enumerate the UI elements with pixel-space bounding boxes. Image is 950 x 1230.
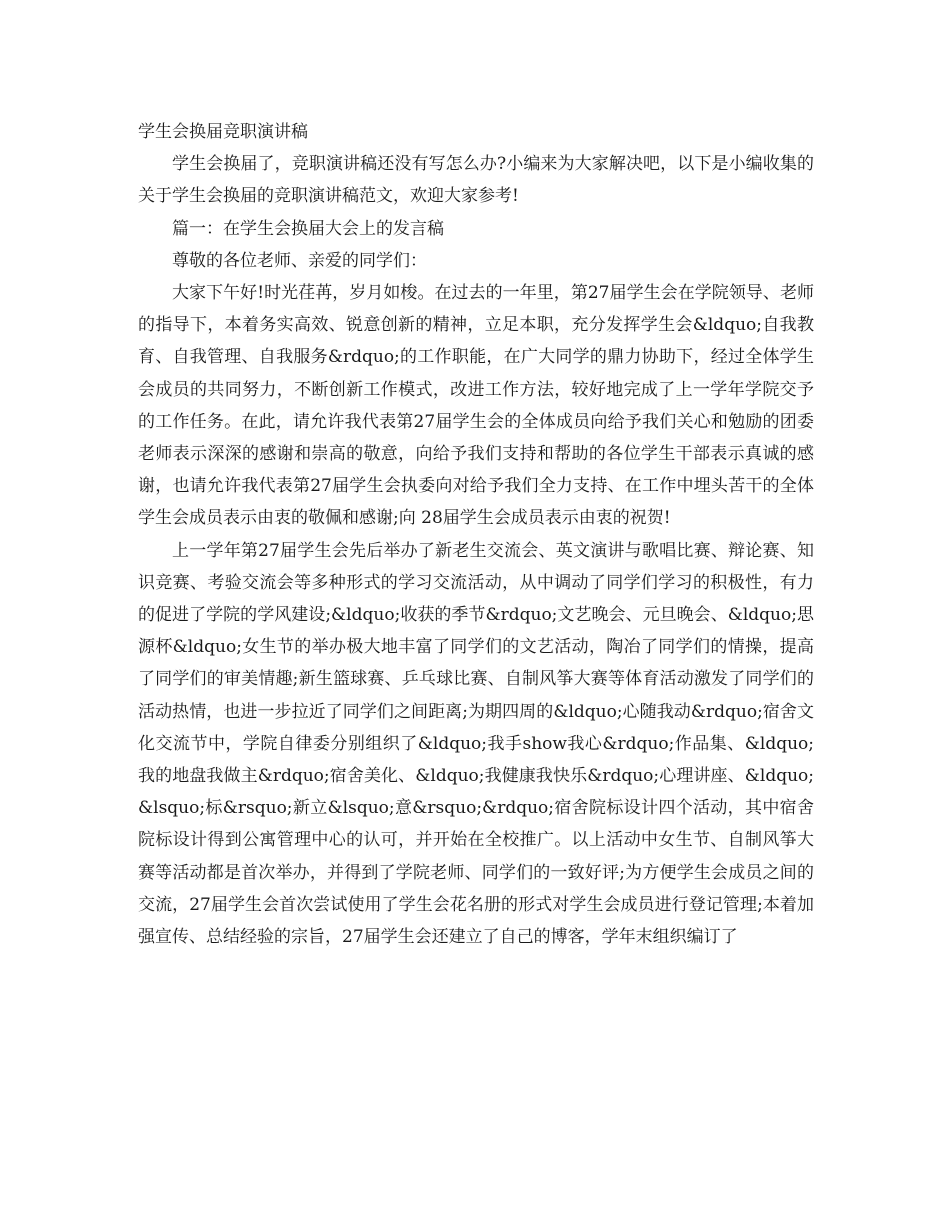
document-body [138, 116, 814, 953]
document-title: 学生会换届竞职演讲稿 [138, 122, 308, 142]
salutation-paragraph: 尊敬的各位老师、亲爱的同学们： [172, 250, 427, 271]
body-paragraph: 大家下午好!时光荏苒，岁月如梭。在过去的一年里，第27届学生会在学院领导、老师的指导下，本着务实高效、锐意创新的精神，立足本职，充分发挥学生会&ldquo;自我教育、自我管理、自我服务&rdquo;的工作职能，在广大同学的鼎力协助下，经过全体学生会成员的共同努力，不断创新工作模式，改进工作方法，较好地完成了上一学年学院交予的工作任务。在此，请允许我代表第27届学生会的全体成员向给予我们关心和勉励的团委老师表示深深的感谢和崇高的敬意，向给予我们支持和帮助的各位学生干部表示真诚的感谢，也请允许我代表第27届学生会执委向对给予我们全力支持、在工作中埋头苦干的全体学生会成员表示由衷的敬佩和感谢;向 28届学生会成员表示由衷的祝贺! [138, 283, 814, 529]
body-paragraph: 上一学年第27届学生会先后举办了新老生交流会、英文演讲与歌唱比赛、辩论赛、知识竞赛、考验交流会等多种形式的学习交流活动，从中调动了同学们学习的积极性，有力的促进了学院的学风建设;&ldquo;收获的季节&rdquo;文艺晚会、元旦晚会、&ldquo;思源杯&ldquo;女生节的举办极大地丰富了同学们的文艺活动，陶冶了同学们的情操，提高了同学们的审美情趣;新生篮球赛、乒乓球比赛、自制风筝大赛等体育活动激发了同学们的活动热情，也进一步拉近了同学们之间距离;为期四周的&ldquo;心随我动&rdquo;宿舍文化交流节中，学院自律委分别组织了&ldquo;我手show我心&rdquo;作品集、&ldquo;我的地盘我做主&rdquo;宿舍美化、&ldquo;我健康我快乐&rdquo;心理讲座、&ldquo;&lsquo;标&rsquo;新立&lsquo;意&rsquo;&rdquo;宿舍院标设计四个活动，其中宿舍院标设计得到公寓管理中心的认可，并开始在全校推广。以上活动中女生节、自制风筝大赛等活动都是首次举办，并得到了学院老师、同学们的一致好评;为方便学生会成员之间的交流，27届学生会首次尝试使用了学生会花名册的形式对学生会成员进行登记管理;本着加强宣传、总结经验的宗旨，27届学生会还建立了自己的博客，学年末组织编订了 [138, 540, 814, 948]
intro-paragraph: 学生会换届了，竞职演讲稿还没有写怎么办?小编来为大家解决吧，以下是小编收集的关于学生会换届的竞职演讲稿范文，欢迎大家参考! [138, 154, 814, 207]
section-heading: 篇一：在学生会换届大会上的发言稿 [172, 218, 444, 239]
